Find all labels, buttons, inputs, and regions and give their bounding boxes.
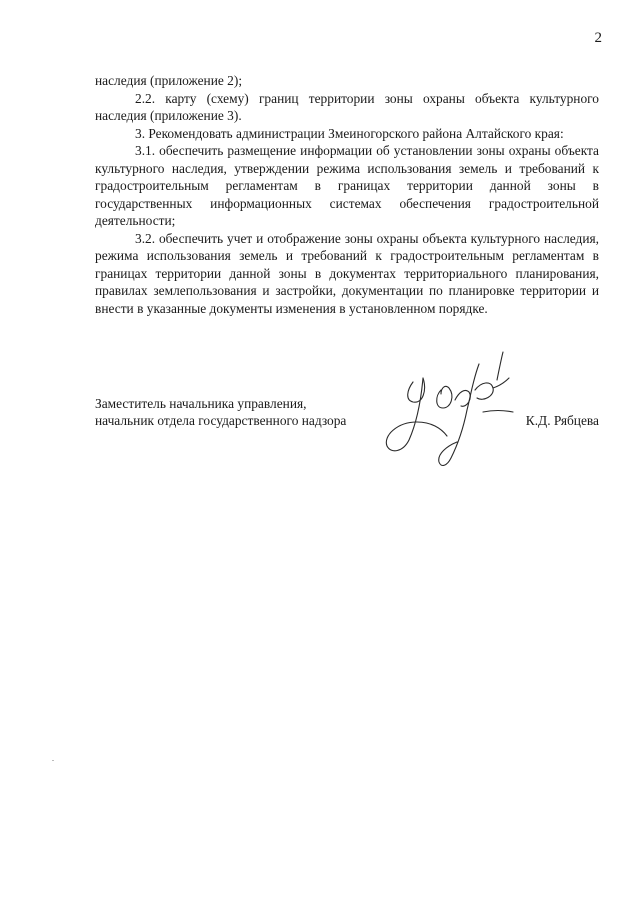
signer-title-line1: Заместитель начальника управления, (95, 396, 307, 411)
signer-title-line2: начальник отдела государственного надзора (95, 413, 347, 428)
page-number: 2 (594, 30, 602, 46)
scan-speck (52, 760, 54, 761)
paragraph-3: 3. Рекомендовать администрации Змеиногорского района Алтайского края: (135, 125, 564, 141)
paragraph-2-2: 2.2. карту (схему) границ территории зоны охраны объекта культурного наследия (приложение 3). (95, 90, 599, 123)
paragraph-3-2: 3.2. обеспечить учет и отображение зоны охраны объекта культурного наследия, режима использования земель и требований к градостроительным регламентам в границах территории данной зоны в документах территориального планирования, правилах землепользования и застройки, документации по планировке территории и внести в указанные документы изменения в установленном порядке. (95, 230, 599, 316)
signature-block (95, 395, 599, 485)
document-body (95, 72, 599, 317)
signer-name: К.Д. Рябцева (525, 413, 599, 428)
paragraph-3-1: 3.1. обеспечить размещение информации об установлении зоны охраны объекта культурного наследия, утверждении режима использования земель и требований к градостроительным регламентам в границах территории данной зоны в государственных информационных системах обеспечения градостроительной деятельности; (95, 143, 599, 228)
paragraph-continuation: наследия (приложение 2); (95, 73, 243, 88)
signer-title (95, 395, 346, 429)
handwritten-signature (383, 350, 518, 480)
